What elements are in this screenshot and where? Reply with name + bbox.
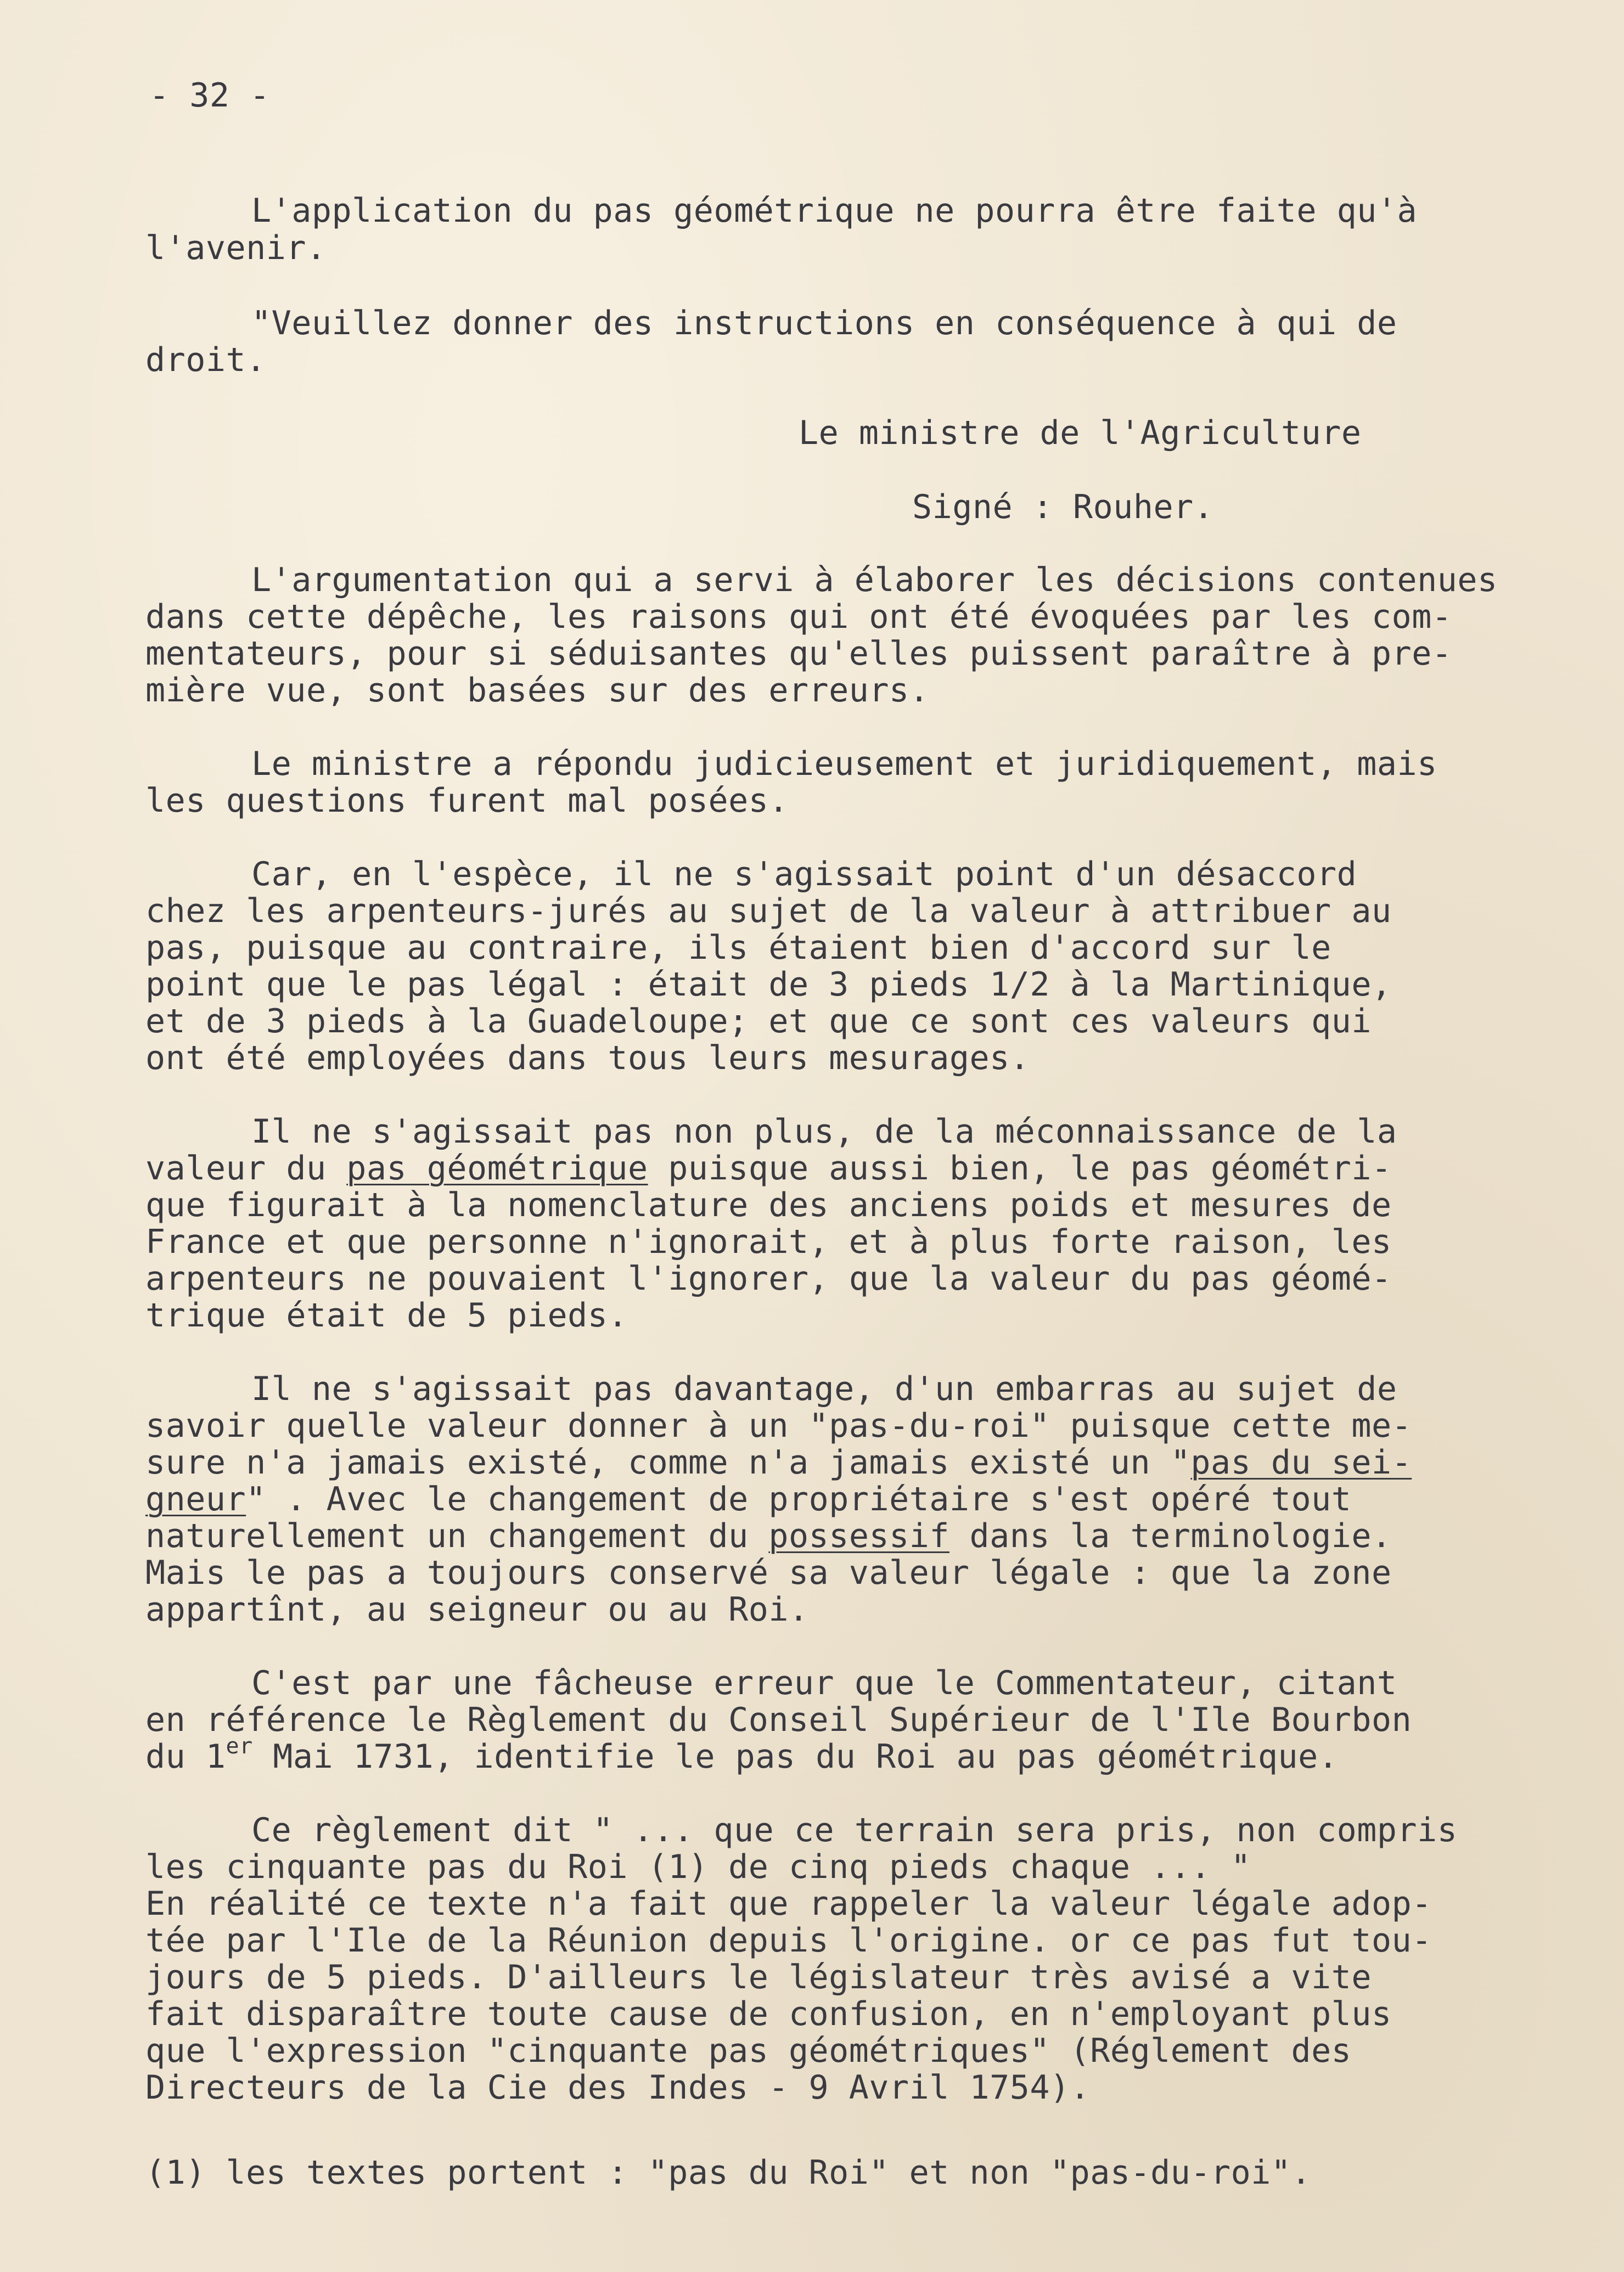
text-line: [145, 1444, 1412, 1481]
text-line: C'est par une fâcheuse erreur que le Commentateur, citant: [251, 1664, 1397, 1702]
text-segment: du 1: [145, 1737, 226, 1776]
text-line: tée par l'Ile de la Réunion depuis l'origine. or ce pas fut tou-: [145, 1921, 1432, 1960]
text-line: chez les arpenteurs-jurés au sujet de la valeur à attribuer au: [145, 892, 1392, 930]
signature-title: Le ministre de l'Agriculture: [799, 414, 1362, 452]
text-line: Il ne s'agissait pas non plus, de la méconnaissance de la: [251, 1112, 1397, 1151]
text-segment: valeur du: [145, 1149, 347, 1188]
text-line: jours de 5 pieds. D'ailleurs le législateur très avisé a vite: [145, 1958, 1372, 1997]
text-line: mière vue, sont basées sur des erreurs.: [145, 671, 930, 710]
text-line: [145, 1517, 1392, 1555]
text-line: Le ministre a répondu judicieusement et juridiquement, mais: [251, 745, 1437, 783]
footnote: (1) les textes portent : "pas du Roi" et non "pas-du-roi".: [145, 2153, 1312, 2192]
underlined-term: gneur: [145, 1480, 246, 1519]
text-line: fait disparaître toute cause de confusion, en n'employant plus: [145, 1995, 1392, 2033]
text-line: Il ne s'agissait pas davantage, d'un embarras au sujet de: [251, 1370, 1397, 1408]
text-line: Mais le pas a toujours conservé sa valeur légale : que la zone: [145, 1554, 1392, 1592]
text-line: que figurait à la nomenclature des anciens poids et mesures de: [145, 1186, 1392, 1224]
text-line: en référence le Règlement du Conseil Supérieur de l'Ile Bourbon: [145, 1701, 1412, 1739]
text-line: "Veuillez donner des instructions en conséquence à qui de: [251, 304, 1397, 342]
text-segment: naturellement un changement du: [145, 1517, 769, 1555]
text-line: appartînt, au seigneur ou au Roi.: [145, 1590, 809, 1629]
text-segment: puisque aussi bien, le pas géométri-: [648, 1149, 1392, 1188]
page-number: - 32 -: [149, 76, 270, 115]
text-line: En réalité ce texte n'a fait que rappeler la valeur légale adop-: [145, 1885, 1432, 1923]
text-line: mentateurs, pour si séduisantes qu'elles puissent paraître à pre-: [145, 634, 1452, 673]
text-segment: Mai 1731, identifie le pas du Roi au pas géométrique.: [252, 1737, 1339, 1776]
text-line: point que le pas légal : était de 3 pieds 1/2 à la Martinique,: [145, 965, 1392, 1004]
text-line: [145, 1150, 1392, 1187]
text-line: l'avenir.: [145, 229, 327, 267]
text-line: pas, puisque au contraire, ils étaient bien d'accord sur le: [145, 929, 1331, 967]
text-line: Ce règlement dit " ... que ce terrain sera pris, non compris: [251, 1811, 1458, 1849]
text-line: [145, 1481, 1351, 1518]
text-line: que l'expression "cinquante pas géométriques" (Réglement des: [145, 2032, 1352, 2070]
text-line: France et que personne n'ignorait, et à plus forte raison, les: [145, 1223, 1392, 1261]
underlined-term: pas géométrique: [346, 1149, 648, 1188]
text-segment: dans la terminologie.: [949, 1517, 1392, 1555]
text-line: et de 3 pieds à la Guadeloupe; et que ce sont ces valeurs qui: [145, 1002, 1372, 1041]
signature-name: Signé : Rouher.: [912, 488, 1214, 526]
underlined-term: possessif: [768, 1517, 949, 1555]
text-line: les cinquante pas du Roi (1) de cinq pieds chaque ... ": [145, 1848, 1251, 1886]
text-line: dans cette dépêche, les raisons qui ont été évoquées par les com-: [145, 598, 1452, 636]
text-line: trique était de 5 pieds.: [145, 1296, 628, 1335]
text-line: L'application du pas géométrique ne pourra être faite qu'à: [251, 192, 1418, 230]
superscript: er: [226, 1734, 253, 1759]
text-line: Directeurs de la Cie des Indes - 9 Avril 1754).: [145, 2068, 1091, 2107]
text-line: Car, en l'espèce, il ne s'agissait point d'un désaccord: [251, 855, 1357, 893]
text-line: ont été employées dans tous leurs mesurages.: [145, 1039, 1030, 1077]
text-line: savoir quelle valeur donner à un "pas-du-roi" puisque cette me-: [145, 1407, 1412, 1445]
text-line: les questions furent mal posées.: [145, 781, 789, 820]
text-segment: sure n'a jamais existé, comme n'a jamais existé un ": [145, 1443, 1191, 1482]
text-line: droit.: [145, 341, 266, 379]
text-line: L'argumentation qui a servi à élaborer les décisions contenues: [251, 561, 1498, 599]
text-line: [145, 1734, 1339, 1776]
text-segment: " . Avec le changement de propriétaire s'est opéré tout: [246, 1480, 1352, 1519]
text-line: arpenteurs ne pouvaient l'ignorer, que la valeur du pas géomé-: [145, 1259, 1392, 1298]
underlined-term: pas du sei-: [1190, 1443, 1412, 1482]
